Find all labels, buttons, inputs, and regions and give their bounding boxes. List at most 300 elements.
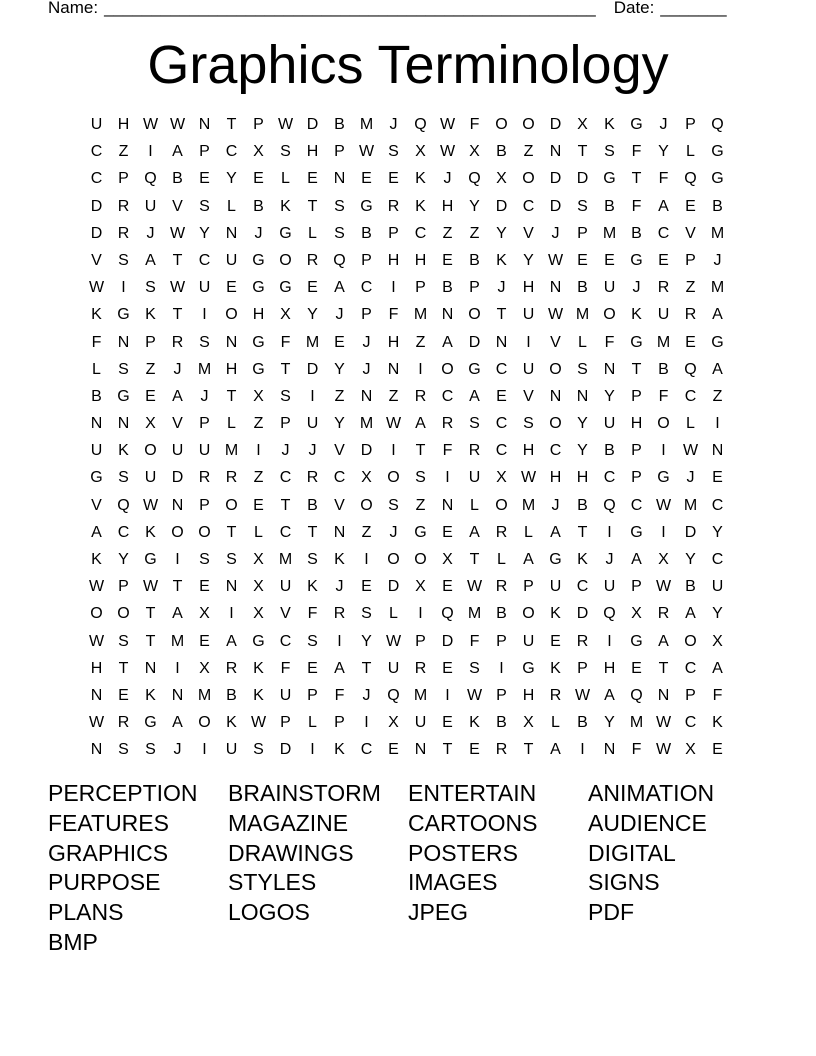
grid-letter[interactable]: R: [306, 469, 319, 487]
grid-letter[interactable]: U: [711, 578, 724, 596]
grid-letter[interactable]: G: [630, 523, 643, 541]
grid-letter[interactable]: Q: [144, 170, 157, 188]
grid-letter[interactable]: U: [279, 578, 292, 596]
grid-letter[interactable]: T: [631, 360, 642, 378]
grid-letter[interactable]: W: [439, 143, 456, 161]
grid-letter[interactable]: W: [88, 279, 105, 297]
grid-letter[interactable]: M: [575, 306, 590, 324]
grid-letter[interactable]: P: [307, 686, 318, 704]
grid-letter[interactable]: D: [468, 333, 481, 351]
grid-letter[interactable]: M: [521, 496, 536, 514]
grid-letter[interactable]: P: [631, 387, 642, 405]
grid-letter[interactable]: O: [549, 360, 562, 378]
grid-letter[interactable]: B: [91, 387, 102, 405]
grid-letter[interactable]: K: [226, 714, 237, 732]
grid-letter[interactable]: Q: [333, 251, 346, 269]
grid-letter[interactable]: U: [279, 686, 292, 704]
grid-letter[interactable]: G: [549, 551, 562, 568]
grid-letter[interactable]: R: [549, 686, 562, 704]
grid-letter[interactable]: E: [388, 741, 399, 759]
grid-letter[interactable]: E: [307, 170, 318, 188]
grid-letter[interactable]: Y: [658, 143, 669, 161]
grid-letter[interactable]: W: [142, 496, 159, 514]
grid-letter[interactable]: N: [549, 387, 562, 405]
grid-letter[interactable]: G: [630, 632, 643, 650]
grid-letter[interactable]: D: [90, 224, 103, 242]
grid-letter[interactable]: Z: [415, 496, 426, 514]
grid-letter[interactable]: M: [359, 116, 374, 133]
grid-letter[interactable]: C: [495, 360, 508, 378]
grid-letter[interactable]: C: [279, 469, 292, 487]
grid-letter[interactable]: R: [117, 714, 130, 732]
grid-letter[interactable]: P: [118, 578, 129, 596]
grid-letter[interactable]: W: [655, 714, 672, 732]
grid-letter[interactable]: D: [387, 578, 400, 596]
grid-letter[interactable]: Q: [684, 170, 697, 188]
grid-letter[interactable]: E: [199, 578, 210, 596]
grid-letter[interactable]: A: [523, 551, 534, 568]
grid-letter[interactable]: I: [364, 714, 369, 732]
grid-letter[interactable]: I: [607, 632, 612, 650]
grid-letter[interactable]: U: [468, 469, 481, 487]
grid-letter[interactable]: H: [522, 686, 535, 704]
grid-letter[interactable]: C: [684, 659, 697, 677]
grid-letter[interactable]: B: [496, 605, 507, 623]
grid-letter[interactable]: G: [603, 170, 616, 188]
grid-letter[interactable]: S: [415, 469, 426, 487]
grid-letter[interactable]: N: [387, 360, 400, 378]
grid-letter[interactable]: U: [90, 116, 103, 133]
grid-letter[interactable]: L: [308, 714, 317, 732]
grid-letter[interactable]: Z: [712, 387, 723, 405]
grid-letter[interactable]: D: [90, 197, 103, 215]
grid-letter[interactable]: D: [279, 741, 292, 759]
grid-letter[interactable]: G: [117, 387, 130, 405]
grid-letter[interactable]: W: [547, 306, 564, 324]
grid-letter[interactable]: G: [414, 523, 427, 541]
grid-letter[interactable]: P: [334, 143, 345, 161]
grid-letter[interactable]: T: [172, 578, 183, 596]
grid-letter[interactable]: X: [577, 116, 588, 133]
grid-letter[interactable]: D: [549, 197, 562, 215]
grid-letter[interactable]: L: [551, 714, 560, 732]
grid-letter[interactable]: G: [279, 279, 292, 297]
grid-letter[interactable]: Z: [145, 360, 156, 378]
grid-letter[interactable]: W: [385, 415, 402, 433]
grid-letter[interactable]: K: [334, 551, 345, 568]
grid-letter[interactable]: B: [307, 496, 318, 514]
grid-letter[interactable]: N: [657, 686, 670, 704]
grid-letter[interactable]: A: [226, 632, 237, 650]
grid-letter[interactable]: N: [711, 442, 724, 460]
grid-letter[interactable]: M: [467, 605, 482, 623]
grid-letter[interactable]: N: [414, 741, 427, 759]
name-field[interactable]: ____________________________________________________: [104, 0, 596, 17]
grid-letter[interactable]: N: [441, 306, 454, 324]
grid-letter[interactable]: E: [145, 387, 156, 405]
grid-letter[interactable]: X: [469, 143, 480, 161]
grid-letter[interactable]: R: [225, 659, 238, 677]
grid-letter[interactable]: R: [171, 333, 184, 351]
grid-letter[interactable]: Z: [118, 143, 129, 161]
grid-letter[interactable]: G: [252, 279, 265, 297]
grid-letter[interactable]: J: [362, 686, 371, 704]
grid-letter[interactable]: D: [441, 632, 454, 650]
grid-letter[interactable]: W: [655, 741, 672, 759]
grid-letter[interactable]: W: [682, 442, 699, 460]
grid-letter[interactable]: K: [91, 306, 102, 324]
grid-letter[interactable]: F: [469, 632, 480, 650]
grid-letter[interactable]: P: [280, 415, 291, 433]
grid-letter[interactable]: X: [253, 387, 264, 405]
grid-letter[interactable]: C: [684, 387, 697, 405]
grid-letter[interactable]: O: [522, 116, 535, 133]
grid-letter[interactable]: X: [253, 605, 264, 623]
grid-letter[interactable]: A: [172, 714, 183, 732]
grid-letter[interactable]: R: [117, 197, 130, 215]
grid-letter[interactable]: I: [526, 333, 531, 351]
grid-letter[interactable]: Z: [334, 387, 345, 405]
grid-letter[interactable]: U: [171, 442, 184, 460]
grid-letter[interactable]: C: [225, 143, 238, 161]
grid-letter[interactable]: Z: [685, 279, 696, 297]
grid-letter[interactable]: I: [175, 659, 180, 677]
grid-letter[interactable]: W: [358, 143, 375, 161]
grid-letter[interactable]: Q: [117, 496, 130, 514]
grid-letter[interactable]: K: [280, 197, 291, 215]
grid-letter[interactable]: W: [466, 686, 483, 704]
grid-letter[interactable]: T: [307, 197, 318, 215]
grid-letter[interactable]: H: [603, 659, 616, 677]
grid-letter[interactable]: I: [661, 523, 666, 541]
grid-letter[interactable]: Q: [630, 686, 643, 704]
grid-letter[interactable]: K: [415, 170, 426, 188]
grid-letter[interactable]: F: [280, 659, 291, 677]
grid-letter[interactable]: J: [389, 116, 398, 133]
grid-letter[interactable]: K: [253, 659, 264, 677]
grid-letter[interactable]: P: [469, 279, 480, 297]
grid-letter[interactable]: H: [441, 197, 454, 215]
grid-letter[interactable]: H: [549, 469, 562, 487]
grid-letter[interactable]: K: [550, 605, 561, 623]
grid-letter[interactable]: J: [713, 251, 722, 269]
grid-letter[interactable]: R: [387, 197, 400, 215]
grid-letter[interactable]: G: [360, 197, 373, 215]
grid-letter[interactable]: N: [225, 333, 238, 351]
grid-letter[interactable]: C: [414, 224, 427, 242]
grid-letter[interactable]: I: [418, 605, 423, 623]
grid-letter[interactable]: P: [523, 578, 534, 596]
grid-letter[interactable]: E: [199, 170, 210, 188]
grid-letter[interactable]: R: [495, 578, 508, 596]
grid-letter[interactable]: Y: [226, 170, 237, 188]
grid-letter[interactable]: O: [225, 496, 238, 514]
grid-letter[interactable]: S: [523, 415, 534, 433]
grid-letter[interactable]: A: [172, 605, 183, 623]
grid-letter[interactable]: K: [334, 741, 345, 759]
grid-letter[interactable]: Y: [523, 251, 534, 269]
grid-letter[interactable]: E: [388, 170, 399, 188]
grid-letter[interactable]: K: [145, 686, 156, 704]
grid-letter[interactable]: C: [117, 523, 130, 541]
grid-letter[interactable]: Y: [685, 551, 696, 568]
grid-letter[interactable]: N: [333, 523, 346, 541]
grid-letter[interactable]: I: [229, 605, 234, 623]
grid-letter[interactable]: P: [577, 659, 588, 677]
grid-letter[interactable]: F: [631, 741, 642, 759]
grid-letter[interactable]: O: [522, 605, 535, 623]
grid-letter[interactable]: I: [121, 279, 126, 297]
grid-letter[interactable]: M: [197, 360, 212, 378]
grid-letter[interactable]: J: [335, 578, 344, 596]
grid-letter[interactable]: K: [469, 714, 480, 732]
grid-letter[interactable]: R: [333, 605, 346, 623]
grid-letter[interactable]: T: [631, 170, 642, 188]
grid-letter[interactable]: S: [226, 551, 237, 568]
grid-letter[interactable]: O: [90, 605, 103, 623]
grid-letter[interactable]: U: [144, 469, 157, 487]
grid-letter[interactable]: B: [253, 197, 264, 215]
grid-letter[interactable]: U: [225, 251, 238, 269]
grid-letter[interactable]: J: [686, 469, 695, 487]
grid-letter[interactable]: J: [362, 333, 371, 351]
grid-letter[interactable]: R: [441, 415, 454, 433]
grid-letter[interactable]: A: [469, 387, 480, 405]
grid-letter[interactable]: N: [360, 387, 373, 405]
grid-letter[interactable]: D: [171, 469, 184, 487]
grid-letter[interactable]: O: [360, 496, 373, 514]
grid-letter[interactable]: X: [496, 469, 507, 487]
grid-letter[interactable]: O: [522, 170, 535, 188]
grid-letter[interactable]: C: [198, 251, 211, 269]
grid-letter[interactable]: H: [630, 415, 643, 433]
grid-letter[interactable]: S: [334, 197, 345, 215]
grid-letter[interactable]: I: [580, 741, 585, 759]
grid-letter[interactable]: Q: [684, 360, 697, 378]
grid-letter[interactable]: Q: [468, 170, 481, 188]
grid-letter[interactable]: W: [385, 632, 402, 650]
grid-letter[interactable]: A: [658, 632, 669, 650]
grid-letter[interactable]: C: [711, 551, 724, 568]
grid-letter[interactable]: J: [659, 116, 668, 133]
grid-letter[interactable]: J: [335, 306, 344, 324]
grid-letter[interactable]: G: [711, 333, 724, 351]
grid-letter[interactable]: B: [469, 251, 480, 269]
grid-letter[interactable]: S: [199, 197, 210, 215]
grid-letter[interactable]: T: [577, 523, 588, 541]
grid-letter[interactable]: U: [522, 632, 535, 650]
grid-letter[interactable]: P: [685, 116, 696, 133]
grid-letter[interactable]: D: [576, 170, 589, 188]
grid-letter[interactable]: J: [281, 442, 290, 460]
grid-letter[interactable]: E: [577, 251, 588, 269]
grid-letter[interactable]: X: [253, 143, 264, 161]
grid-letter[interactable]: K: [307, 578, 318, 596]
grid-letter[interactable]: R: [657, 605, 670, 623]
grid-letter[interactable]: N: [495, 333, 508, 351]
grid-letter[interactable]: F: [91, 333, 102, 351]
grid-letter[interactable]: J: [605, 551, 614, 568]
grid-letter[interactable]: X: [685, 741, 696, 759]
grid-letter[interactable]: P: [685, 251, 696, 269]
grid-letter[interactable]: O: [279, 251, 292, 269]
grid-letter[interactable]: W: [169, 116, 186, 133]
grid-letter[interactable]: V: [91, 496, 102, 514]
grid-letter[interactable]: B: [226, 686, 237, 704]
grid-letter[interactable]: Z: [253, 469, 264, 487]
grid-letter[interactable]: M: [683, 496, 698, 514]
grid-letter[interactable]: X: [658, 551, 669, 568]
grid-letter[interactable]: O: [414, 551, 427, 568]
grid-letter[interactable]: P: [334, 714, 345, 732]
grid-letter[interactable]: Q: [603, 496, 616, 514]
grid-letter[interactable]: E: [361, 578, 372, 596]
grid-letter[interactable]: O: [171, 523, 184, 541]
grid-letter[interactable]: F: [280, 333, 291, 351]
grid-letter[interactable]: W: [250, 714, 267, 732]
grid-letter[interactable]: H: [414, 251, 427, 269]
grid-letter[interactable]: K: [712, 714, 723, 732]
grid-letter[interactable]: Q: [441, 605, 454, 623]
grid-letter[interactable]: E: [361, 170, 372, 188]
grid-letter[interactable]: K: [496, 251, 507, 269]
grid-letter[interactable]: G: [630, 251, 643, 269]
grid-letter[interactable]: G: [144, 551, 157, 568]
grid-letter[interactable]: O: [144, 442, 157, 460]
grid-letter[interactable]: E: [442, 523, 453, 541]
grid-letter[interactable]: I: [661, 442, 666, 460]
grid-letter[interactable]: Y: [334, 360, 345, 378]
grid-letter[interactable]: I: [310, 741, 315, 759]
grid-letter[interactable]: C: [90, 143, 103, 161]
grid-letter[interactable]: I: [391, 442, 396, 460]
grid-letter[interactable]: X: [361, 469, 372, 487]
grid-letter[interactable]: U: [414, 714, 427, 732]
grid-letter[interactable]: M: [305, 333, 320, 351]
grid-letter[interactable]: Y: [604, 387, 615, 405]
grid-letter[interactable]: R: [468, 442, 481, 460]
grid-letter[interactable]: U: [90, 442, 103, 460]
grid-letter[interactable]: J: [173, 360, 182, 378]
grid-letter[interactable]: A: [685, 605, 696, 623]
grid-letter[interactable]: R: [414, 387, 427, 405]
grid-letter[interactable]: T: [226, 387, 237, 405]
grid-letter[interactable]: P: [415, 279, 426, 297]
grid-letter[interactable]: G: [711, 170, 724, 188]
grid-letter[interactable]: M: [710, 224, 725, 242]
grid-letter[interactable]: E: [604, 251, 615, 269]
grid-letter[interactable]: P: [685, 686, 696, 704]
grid-letter[interactable]: H: [90, 659, 103, 677]
grid-letter[interactable]: E: [118, 686, 129, 704]
grid-letter[interactable]: E: [685, 197, 696, 215]
grid-letter[interactable]: T: [226, 523, 237, 541]
grid-letter[interactable]: C: [657, 224, 670, 242]
grid-letter[interactable]: N: [90, 415, 103, 433]
grid-letter[interactable]: P: [253, 116, 264, 133]
grid-letter[interactable]: P: [199, 143, 210, 161]
grid-letter[interactable]: Z: [523, 143, 534, 161]
grid-letter[interactable]: K: [577, 551, 588, 568]
grid-letter[interactable]: V: [334, 496, 345, 514]
grid-letter[interactable]: O: [198, 714, 211, 732]
grid-letter[interactable]: V: [172, 197, 183, 215]
grid-letter[interactable]: P: [199, 496, 210, 514]
grid-letter[interactable]: Y: [334, 415, 345, 433]
date-field[interactable]: _______: [660, 0, 727, 17]
grid-letter[interactable]: V: [685, 224, 696, 242]
grid-letter[interactable]: I: [202, 741, 207, 759]
grid-letter[interactable]: F: [388, 306, 399, 324]
grid-letter[interactable]: B: [496, 714, 507, 732]
grid-letter[interactable]: T: [226, 116, 237, 133]
grid-letter[interactable]: W: [142, 578, 159, 596]
grid-letter[interactable]: L: [470, 496, 479, 514]
grid-letter[interactable]: T: [415, 442, 426, 460]
grid-letter[interactable]: I: [148, 143, 153, 161]
grid-letter[interactable]: P: [631, 578, 642, 596]
grid-letter[interactable]: L: [686, 415, 695, 433]
grid-letter[interactable]: M: [602, 224, 617, 242]
grid-letter[interactable]: C: [576, 578, 589, 596]
grid-letter[interactable]: H: [225, 360, 238, 378]
grid-letter[interactable]: O: [684, 632, 697, 650]
grid-letter[interactable]: G: [90, 469, 103, 487]
grid-letter[interactable]: M: [413, 306, 428, 324]
grid-letter[interactable]: S: [334, 224, 345, 242]
grid-letter[interactable]: T: [523, 741, 534, 759]
grid-letter[interactable]: T: [145, 605, 156, 623]
grid-letter[interactable]: T: [658, 659, 669, 677]
grid-letter[interactable]: J: [146, 224, 155, 242]
grid-letter[interactable]: B: [577, 496, 588, 514]
grid-letter[interactable]: D: [306, 116, 319, 133]
grid-letter[interactable]: P: [388, 224, 399, 242]
grid-letter[interactable]: G: [630, 333, 643, 351]
grid-letter[interactable]: N: [549, 143, 562, 161]
grid-letter[interactable]: P: [118, 170, 129, 188]
grid-letter[interactable]: W: [88, 632, 105, 650]
grid-letter[interactable]: V: [523, 224, 534, 242]
grid-letter[interactable]: P: [631, 442, 642, 460]
grid-letter[interactable]: L: [524, 523, 533, 541]
grid-letter[interactable]: L: [686, 143, 695, 161]
grid-letter[interactable]: Z: [469, 224, 480, 242]
grid-letter[interactable]: G: [144, 714, 157, 732]
grid-letter[interactable]: P: [361, 251, 372, 269]
grid-letter[interactable]: N: [90, 686, 103, 704]
grid-letter[interactable]: K: [550, 659, 561, 677]
grid-letter[interactable]: V: [172, 415, 183, 433]
grid-letter[interactable]: Z: [415, 333, 426, 351]
grid-letter[interactable]: T: [577, 143, 588, 161]
grid-letter[interactable]: N: [225, 224, 238, 242]
grid-letter[interactable]: N: [171, 496, 184, 514]
grid-letter[interactable]: E: [685, 333, 696, 351]
grid-letter[interactable]: E: [631, 659, 642, 677]
grid-letter[interactable]: U: [522, 306, 535, 324]
grid-letter[interactable]: M: [629, 714, 644, 732]
grid-letter[interactable]: A: [334, 659, 345, 677]
grid-letter[interactable]: N: [144, 659, 157, 677]
grid-letter[interactable]: O: [495, 496, 508, 514]
grid-letter[interactable]: C: [495, 415, 508, 433]
grid-letter[interactable]: C: [603, 469, 616, 487]
grid-letter[interactable]: J: [443, 170, 452, 188]
grid-letter[interactable]: P: [199, 415, 210, 433]
grid-letter[interactable]: S: [253, 741, 264, 759]
grid-letter[interactable]: S: [577, 360, 588, 378]
